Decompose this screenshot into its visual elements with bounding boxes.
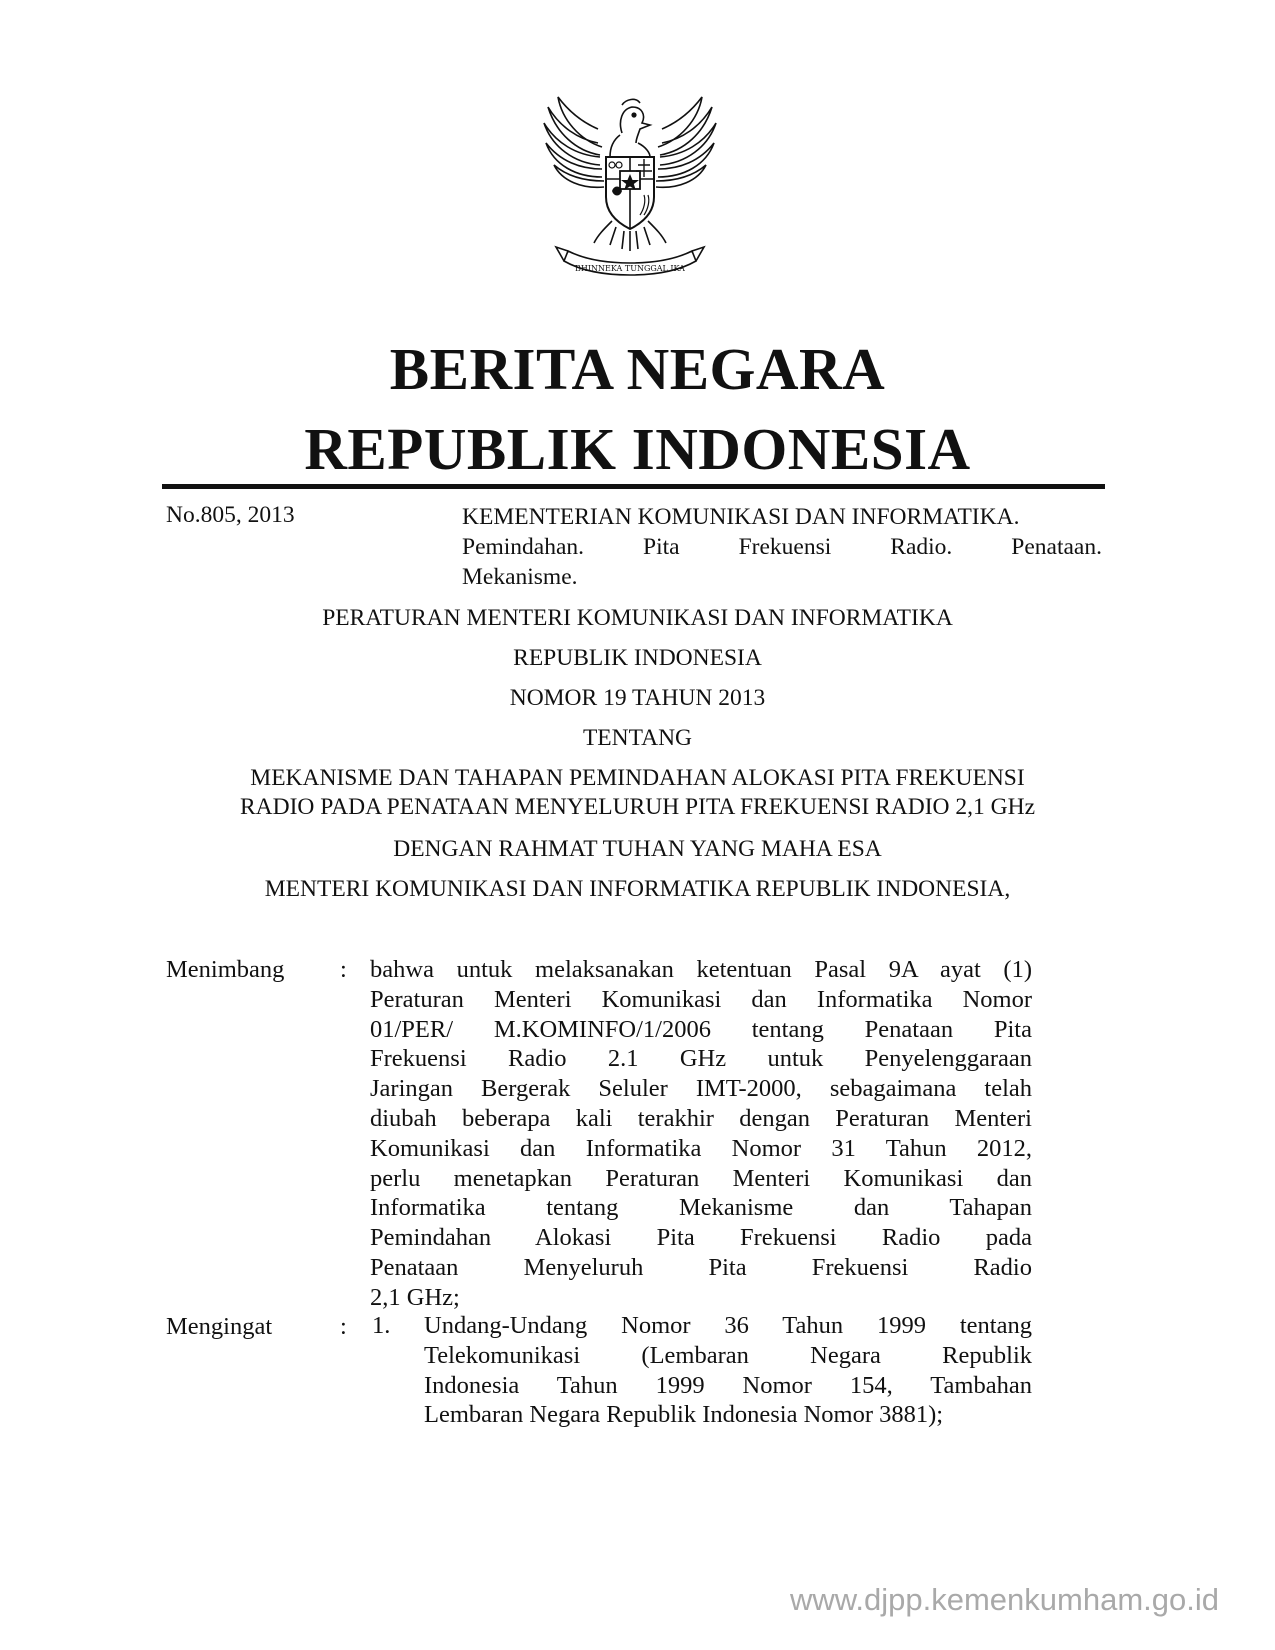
- mengingat-item-number: 1.: [372, 1312, 391, 1339]
- menimbang-line: Peraturan Menteri Komunikasi dan Informatika Nomor: [370, 985, 1032, 1013]
- menimbang-label: Menimbang: [166, 956, 285, 983]
- regulation-subject-line: RADIO PADA PENATAAN MENYELURUH PITA FREKUENSI RADIO 2,1 GHz: [239, 794, 1036, 820]
- description-line: KEMENTERIAN KOMUNIKASI DAN INFORMATIKA.: [462, 504, 1020, 530]
- mengingat-colon: :: [340, 1313, 347, 1340]
- menimbang-colon: :: [340, 956, 347, 983]
- page-subtitle: REPUBLIK INDONESIA: [304, 416, 971, 482]
- mengingat-line: Lembaran Negara Republik Indonesia Nomor 3881);: [424, 1401, 944, 1429]
- menimbang-line: diubah beberapa kali terakhir dengan Peraturan Menteri: [370, 1104, 1032, 1132]
- menimbang-text: [370, 955, 1032, 1313]
- gazette-description: [462, 502, 1102, 592]
- menimbang-line: 2,1 GHz;: [370, 1283, 460, 1311]
- menimbang-line: perlu menetapkan Peraturan Menteri Komunikasi dan: [370, 1164, 1032, 1192]
- source-watermark: www.djpp.kemenkumham.go.id: [789, 1582, 1219, 1617]
- mengingat-line: Undang-Undang Nomor 36 Tahun 1999 tentang: [424, 1312, 1032, 1339]
- menimbang-line: Jaringan Bergerak Seluler IMT-2000, sebagaimana telah: [370, 1075, 1032, 1103]
- menimbang-line: Komunikasi dan Informatika Nomor 31 Tahun 2012,: [370, 1134, 1032, 1162]
- page-title: BERITA NEGARA: [389, 336, 886, 402]
- menimbang-line: Penataan Menyeluruh Pita Frekuensi Radio: [370, 1253, 1032, 1281]
- description-line: Pemindahan. Pita Frekuensi Radio. Penataan.: [462, 534, 1102, 560]
- regulation-heading: PERATURAN MENTERI KOMUNIKASI DAN INFORMATIKA: [322, 605, 953, 631]
- mengingat-line: Indonesia Tahun 1999 Nomor 154, Tambahan: [424, 1371, 1032, 1399]
- menimbang-line: Informatika tentang Mekanisme dan Tahapan: [370, 1194, 1032, 1222]
- garuda-pancasila-emblem: [540, 85, 720, 285]
- menimbang-line: Pemindahan Alokasi Pita Frekuensi Radio pada: [370, 1224, 1032, 1252]
- menimbang-line: 01/PER/ M.KOMINFO/1/2006 tentang Penataan Pita: [370, 1015, 1032, 1043]
- emblem-motto: BHINNEKA TUNGGAL IKA: [575, 264, 685, 273]
- mengingat-item: [424, 1311, 1032, 1430]
- menimbang-line: bahwa untuk melaksanakan ketentuan Pasal 9A ayat (1): [370, 956, 1032, 983]
- regulation-country: REPUBLIK INDONESIA: [513, 645, 762, 671]
- regulation-tentang: TENTANG: [582, 725, 693, 751]
- gazette-number: No.805, 2013: [166, 502, 295, 528]
- description-line: Mekanisme.: [462, 564, 578, 590]
- preamble-minister: MENTERI KOMUNIKASI DAN INFORMATIKA REPUBLIK INDONESIA,: [264, 876, 1011, 902]
- menimbang-line: Frekuensi Radio 2.1 GHz untuk Penyelenggaraan: [370, 1045, 1032, 1073]
- regulation-subject-line: MEKANISME DAN TAHAPAN PEMINDAHAN ALOKASI PITA FREKUENSI: [250, 765, 1025, 791]
- mengingat-label: Mengingat: [166, 1313, 273, 1340]
- preamble-grace: DENGAN RAHMAT TUHAN YANG MAHA ESA: [393, 836, 882, 862]
- mengingat-line: Telekomunikasi (Lembaran Negara Republik: [424, 1341, 1032, 1369]
- header-divider: [162, 484, 1105, 489]
- regulation-number: NOMOR 19 TAHUN 2013: [509, 685, 766, 711]
